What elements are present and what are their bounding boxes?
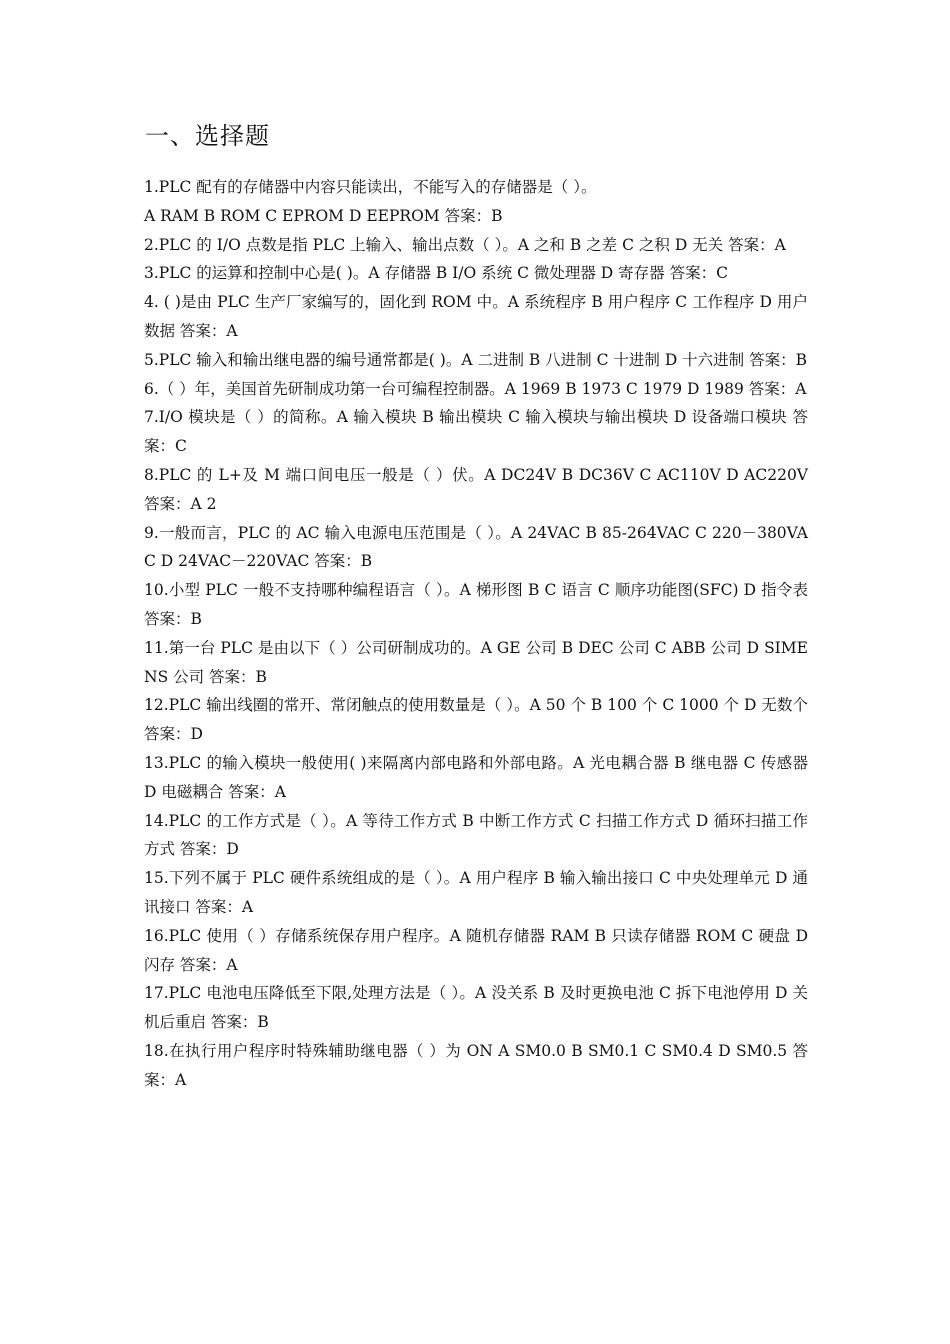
question-item: 7.I/O 模块是（ ）的简称。A 输入模块 B 输出模块 C 输入模块与输出模块 D 设备端口模块 答案：C <box>144 408 808 456</box>
question-item: 1.PLC 配有的存储器中内容只能读出，不能写入的存储器是（ ）。 <box>144 178 597 196</box>
question-item: 14.PLC 的工作方式是（ ）。A 等待工作方式 B 中断工作方式 C 扫描工作方式 D 循环扫描工作方式 答案：D <box>144 811 808 859</box>
question-item: 18.在执行用户程序时特殊辅助继电器（ ）为 ON A SM0.0 B SM0.1 C SM0.4 D SM0.5 答案：A <box>144 1041 808 1089</box>
question-item: A RAM B ROM C EPROM D EEPROM 答案：B <box>144 206 503 225</box>
question-item: 6.（ ）年，美国首先研制成功第一台可编程控制器。A 1969 B 1973 C 1979 D 1989 答案：A <box>144 379 807 398</box>
question-item: 10.小型 PLC 一般不支持哪种编程语言（ ）。A 梯形图 B C 语言 C 顺序功能图(SFC) D 指令表 答案：B <box>144 581 808 628</box>
section-title: 一、选择题 <box>145 122 270 150</box>
question-item: 15.下列不属于 PLC 硬件系统组成的是（ ）。A 用户程序 B 输入输出接口 C 中央处理单元 D 通讯接口 答案：A <box>144 869 808 916</box>
question-item: 3.PLC 的运算和控制中心是( )。A 存储器 B I/O 系统 C 微处理器 D 寄存器 答案：C <box>144 264 728 283</box>
question-list <box>144 173 808 1095</box>
question-item: 13.PLC 的输入模块一般使用( )来隔离内部电路和外部电路。A 光电耦合器 B 继电器 C 传感器 D 电磁耦合 答案：A <box>144 753 808 801</box>
question-item: 4. ( )是由 PLC 生产厂家编写的，固化到 ROM 中。A 系统程序 B 用户程序 C 工作程序 D 用户数据 答案：A <box>144 293 808 340</box>
question-item: 12.PLC 输出线圈的常开、常闭触点的使用数量是（ ）。A 50 个 B 100 个 C 1000 个 D 无数个 答案：D <box>144 696 808 744</box>
question-item: 8.PLC 的 L+及 M 端口间电压一般是（ ）伏。A DC24V B DC36V C AC110V D AC220V 答案：A 2 <box>144 465 808 513</box>
question-item: 9.一般而言，PLC 的 AC 输入电源电压范围是（ ）。A 24VAC B 85-264VAC C 220－380VAC D 24VAC－220VAC 答案：B <box>144 523 808 571</box>
question-item: 11.第一台 PLC 是由以下（ ）公司研制成功的。A GE 公司 B DEC 公司 C ABB 公司 D SIMENS 公司 答案：B <box>144 638 808 686</box>
question-item: 16.PLC 使用（ ）存储系统保存用户程序。A 随机存储器 RAM B 只读存储器 ROM C 硬盘 D 闪存 答案：A <box>144 926 808 974</box>
question-item: 5.PLC 输入和输出继电器的编号通常都是( )。A 二进制 B 八进制 C 十进制 D 十六进制 答案：B <box>144 350 807 369</box>
question-item: 17.PLC 电池电压降低至下限,处理方法是（ ）。A 没关系 B 及时更换电池 C 拆下电池停用 D 关机后重启 答案：B <box>144 984 808 1032</box>
question-item: 2.PLC 的 I/O 点数是指 PLC 上输入、输出点数（ ）。A 之和 B 之差 C 之积 D 无关 答案：A <box>144 235 786 254</box>
